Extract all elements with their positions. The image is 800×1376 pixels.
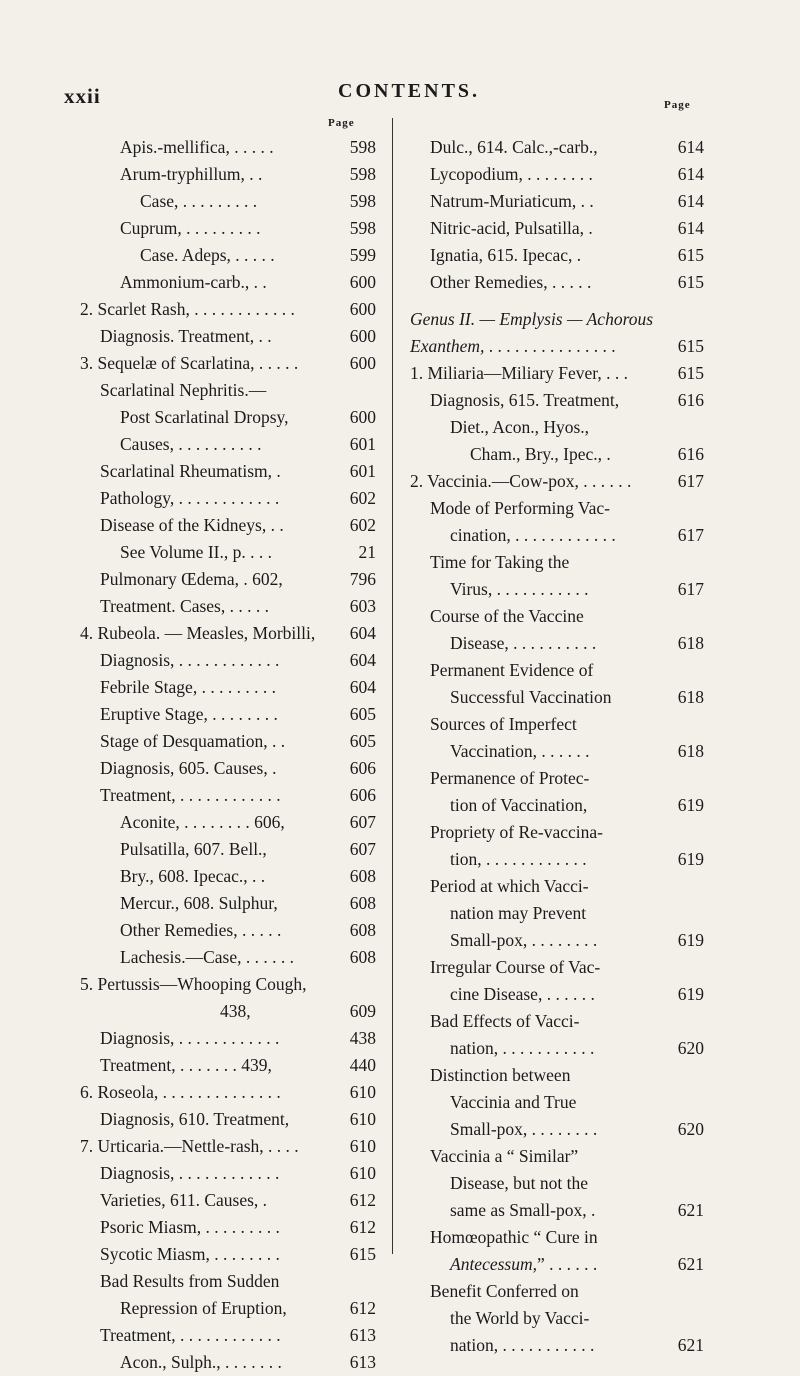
toc-entry	[410, 522, 704, 549]
toc-entry-title: cine Disease, . . . . . .	[450, 984, 595, 1004]
toc-entry-page: 606	[349, 758, 376, 778]
toc-entry-title: Vaccinia a “ Similar”	[430, 1146, 579, 1166]
toc-entry-page: 609	[349, 1001, 376, 1021]
toc-entry-page: 621	[677, 1200, 704, 1220]
toc-entry-title: Sycotic Miasm, . . . . . . . .	[100, 1244, 280, 1264]
toc-entry-page: 619	[677, 984, 704, 1004]
toc-entry	[80, 431, 376, 458]
toc-entry-title: Lycopodium, . . . . . . . .	[430, 164, 593, 184]
toc-entry-page: 600	[349, 299, 376, 319]
toc-entry	[80, 269, 376, 296]
toc-entry	[80, 1052, 376, 1079]
toc-entry-title: 6. Roseola, . . . . . . . . . . . . . .	[80, 1082, 281, 1102]
toc-entry-page: 615	[677, 336, 704, 356]
toc-entry	[410, 738, 704, 765]
toc-entry-page: 440	[349, 1055, 376, 1075]
toc-entry	[80, 809, 376, 836]
toc-entry	[410, 792, 704, 819]
toc-entry-title: Treatment, . . . . . . . . . . . .	[100, 1325, 281, 1345]
toc-entry	[410, 134, 704, 161]
toc-entry-title: Vaccinia and True	[450, 1092, 577, 1112]
toc-entry	[410, 1170, 704, 1197]
toc-entry-title: Eruptive Stage, . . . . . . . .	[100, 704, 278, 724]
toc-entry	[410, 1197, 704, 1224]
page-column-label-right: Page	[664, 99, 691, 111]
toc-entry-title: Bad Results from Sudden	[100, 1271, 280, 1291]
toc-entry-page: 615	[349, 1244, 376, 1264]
toc-entry-title: Bry., 608. Ipecac., . .	[120, 866, 266, 886]
toc-entry	[410, 900, 704, 927]
toc-entry	[80, 1322, 376, 1349]
toc-entry	[80, 1295, 376, 1322]
toc-entry	[410, 1035, 704, 1062]
toc-entry-page: 607	[349, 812, 376, 832]
toc-entry-title: cination, . . . . . . . . . . . .	[450, 525, 616, 545]
toc-entry-title: Diagnosis, . . . . . . . . . . . .	[100, 650, 280, 670]
toc-entry-title: tion, . . . . . . . . . . . .	[450, 849, 587, 869]
toc-entry	[410, 657, 704, 684]
toc-entry-page: 614	[677, 218, 704, 238]
toc-entry-title: Diagnosis, 615. Treatment,	[430, 390, 620, 410]
toc-entry-title: 5. Pertussis—Whooping Cough,	[80, 974, 307, 994]
toc-entry	[410, 1008, 704, 1035]
toc-entry-title: Dulc., 614. Calc.,-carb.,	[430, 137, 598, 157]
toc-entry-page: 601	[349, 461, 376, 481]
toc-entry	[410, 1143, 704, 1170]
toc-entry-page: 614	[677, 137, 704, 157]
toc-entry-title: Propriety of Re-vaccina-	[430, 822, 603, 842]
toc-entry-page: 796	[349, 569, 376, 589]
toc-entry-title: Lachesis.—Case, . . . . . .	[120, 947, 294, 967]
toc-entry-page: 612	[349, 1217, 376, 1237]
toc-entry-page: 607	[349, 839, 376, 859]
toc-entry	[410, 576, 704, 603]
toc-entry-title: Scarlatinal Nephritis.—	[100, 380, 267, 400]
toc-entry	[80, 674, 376, 701]
toc-entry-title: 1. Miliaria—Miliary Fever, . . .	[410, 363, 629, 383]
toc-entry	[80, 1187, 376, 1214]
toc-entry	[410, 1305, 704, 1332]
toc-entry-page: 21	[358, 542, 376, 562]
toc-entry	[80, 701, 376, 728]
toc-entry	[80, 728, 376, 755]
toc-entry	[410, 269, 704, 296]
toc-entry	[80, 377, 376, 404]
toc-entry	[80, 404, 376, 431]
toc-entry	[80, 620, 376, 647]
toc-entry	[410, 765, 704, 792]
toc-entry	[80, 566, 376, 593]
toc-entry-title: Stage of Desquamation, . .	[100, 731, 286, 751]
toc-entry	[80, 485, 376, 512]
toc-entry-title: 3. Sequelæ of Scarlatina, . . . . .	[80, 353, 299, 373]
toc-entry-title: Cham., Bry., Ipec., .	[470, 444, 611, 464]
toc-entry-title: Course of the Vaccine	[430, 606, 584, 626]
toc-entry-page: 604	[349, 677, 376, 697]
toc-entry-title: Causes, . . . . . . . . . .	[120, 434, 262, 454]
toc-entry	[410, 387, 704, 414]
toc-entry-page: 618	[677, 741, 704, 761]
toc-entry	[80, 971, 376, 998]
toc-entry	[410, 468, 704, 495]
toc-entry-title: 4. Rubeola. — Measles, Morbilli,	[80, 623, 316, 643]
toc-entry-title: nation, . . . . . . . . . . .	[450, 1038, 595, 1058]
toc-entry	[80, 1025, 376, 1052]
toc-entry-title: Psoric Miasm, . . . . . . . . .	[100, 1217, 280, 1237]
toc-entry-page: 617	[677, 471, 704, 491]
toc-entry-title: Apis.-mellifica, . . . . .	[120, 137, 274, 157]
toc-entry	[410, 711, 704, 738]
toc-entry-title: Successful Vaccination	[450, 687, 612, 707]
toc-entry	[80, 188, 376, 215]
toc-entry	[80, 1160, 376, 1187]
toc-entry	[410, 603, 704, 630]
toc-entry-title: Diagnosis, 610. Treatment,	[100, 1109, 290, 1129]
toc-entry-page: 614	[677, 164, 704, 184]
toc-entry	[80, 647, 376, 674]
toc-entry	[410, 927, 704, 954]
toc-entry-page: 605	[349, 704, 376, 724]
toc-entry	[410, 1332, 704, 1359]
toc-entry-title: Diagnosis. Treatment, . .	[100, 326, 272, 346]
toc-entry-page: 615	[677, 363, 704, 383]
toc-entry-title: Homœopathic “ Cure in	[430, 1227, 598, 1247]
toc-entry	[80, 1214, 376, 1241]
toc-entry-page: 598	[349, 218, 376, 238]
toc-entry-page: 610	[349, 1109, 376, 1129]
toc-entry	[410, 549, 704, 576]
toc-entry	[80, 836, 376, 863]
toc-entry	[410, 1116, 704, 1143]
toc-entry	[80, 755, 376, 782]
toc-entry	[80, 1106, 376, 1133]
toc-entry-page: 612	[349, 1190, 376, 1210]
toc-entry-page: 600	[349, 353, 376, 373]
toc-entry	[410, 684, 704, 711]
toc-entry	[80, 998, 376, 1025]
toc-entry-title: Diet., Acon., Hyos.,	[450, 417, 590, 437]
toc-entry-page: 602	[349, 488, 376, 508]
toc-entry-title: Repression of Eruption,	[120, 1298, 287, 1318]
toc-entry-page: 438	[349, 1028, 376, 1048]
toc-entry-page: 608	[349, 920, 376, 940]
toc-entry-title: nation may Prevent	[450, 903, 587, 923]
toc-entry	[80, 161, 376, 188]
toc-entry	[410, 846, 704, 873]
toc-entry-page: 620	[677, 1119, 704, 1139]
toc-entry	[80, 539, 376, 566]
toc-entry-title: tion of Vaccination,	[450, 795, 588, 815]
toc-left-column	[80, 134, 376, 1376]
toc-entry	[80, 296, 376, 323]
toc-entry	[410, 819, 704, 846]
toc-entry-title: Pathology, . . . . . . . . . . . .	[100, 488, 280, 508]
toc-entry-title: Ignatia, 615. Ipecac, .	[430, 245, 582, 265]
toc-entry-page: 608	[349, 947, 376, 967]
toc-entry-title: Time for Taking the	[430, 552, 570, 572]
toc-entry	[410, 873, 704, 900]
toc-entry-title: Diagnosis, 605. Causes, .	[100, 758, 277, 778]
toc-entry-page: 617	[677, 525, 704, 545]
toc-entry-page: 599	[349, 245, 376, 265]
column-divider	[392, 118, 393, 1254]
toc-entry-page: 606	[349, 785, 376, 805]
toc-entry-title: Ammonium-carb., . .	[120, 272, 267, 292]
toc-entry-title: Natrum-Muriaticum, . .	[430, 191, 594, 211]
toc-entry-title: Nitric-acid, Pulsatilla, .	[430, 218, 593, 238]
toc-entry-page: 616	[677, 390, 704, 410]
toc-entry-title: Small-pox, . . . . . . . .	[450, 930, 598, 950]
toc-entry-title: Arum-tryphillum, . .	[120, 164, 263, 184]
toc-entry-page: 598	[349, 164, 376, 184]
toc-entry-page: 610	[349, 1136, 376, 1156]
toc-entry-page: 600	[349, 272, 376, 292]
toc-entry-title: Sources of Imperfect	[430, 714, 577, 734]
toc-entry	[80, 215, 376, 242]
toc-entry-title: Bad Effects of Vacci-	[430, 1011, 580, 1031]
toc-entry-title: nation, . . . . . . . . . . .	[450, 1335, 595, 1355]
toc-entry-title: Vaccination, . . . . . .	[450, 741, 590, 761]
toc-entry	[410, 161, 704, 188]
toc-entry-page: 616	[677, 444, 704, 464]
toc-entry-title: Pulsatilla, 607. Bell.,	[120, 839, 267, 859]
toc-entry	[410, 1278, 704, 1305]
toc-entry	[410, 1062, 704, 1089]
toc-entry-page: 610	[349, 1082, 376, 1102]
toc-entry	[80, 593, 376, 620]
toc-entry-page: 619	[677, 930, 704, 950]
toc-entry	[410, 1089, 704, 1116]
toc-entry-page: 617	[677, 579, 704, 599]
toc-entry-title: Permanent Evidence of	[430, 660, 594, 680]
toc-entry-title: Mode of Performing Vac-	[430, 498, 610, 518]
toc-entry-title: Aconite, . . . . . . . . 606,	[120, 812, 285, 832]
toc-entry	[80, 1079, 376, 1106]
toc-entry	[410, 495, 704, 522]
toc-entry-title: Disease, . . . . . . . . . .	[450, 633, 597, 653]
toc-entry-title: Case, . . . . . . . . .	[140, 191, 258, 211]
toc-entry	[410, 333, 704, 360]
toc-entry	[410, 954, 704, 981]
toc-entry-page: 619	[677, 849, 704, 869]
toc-entry	[80, 944, 376, 971]
toc-entry	[410, 441, 704, 468]
toc-entry-page: 614	[677, 191, 704, 211]
toc-entry-title: the World by Vacci-	[450, 1308, 590, 1328]
toc-entry-title: Disease of the Kidneys, . .	[100, 515, 284, 535]
toc-entry-title: same as Small-pox, .	[450, 1200, 596, 1220]
toc-entry	[80, 1241, 376, 1268]
toc-entry-page: 603	[349, 596, 376, 616]
toc-entry-title: Treatment, . . . . . . . 439,	[100, 1055, 272, 1075]
toc-entry	[410, 215, 704, 242]
toc-entry-title: Pulmonary Œdema, . 602,	[100, 569, 283, 589]
toc-entry-title: Irregular Course of Vac-	[430, 957, 601, 977]
toc-entry-title: Distinction between	[430, 1065, 571, 1085]
toc-entry	[80, 350, 376, 377]
toc-entry-title: Exanthem, . . . . . . . . . . . . . . .	[410, 336, 616, 356]
toc-entry-title: Treatment. Cases, . . . . .	[100, 596, 269, 616]
toc-entry-title: See Volume II., p. . . .	[120, 542, 272, 562]
toc-entry	[410, 1224, 704, 1251]
toc-entry	[80, 134, 376, 161]
toc-entry-title: Diagnosis, . . . . . . . . . . . .	[100, 1028, 280, 1048]
toc-entry	[410, 630, 704, 657]
running-head: CONTENTS.	[338, 80, 481, 102]
toc-entry-page: 608	[349, 893, 376, 913]
page-column-label-left: Page	[328, 117, 355, 129]
toc-entry-title: 438,	[220, 1001, 251, 1021]
toc-entry-page: 618	[677, 687, 704, 707]
toc-entry-page: 598	[349, 191, 376, 211]
toc-entry-title: Other Remedies, . . . . .	[120, 920, 282, 940]
toc-entry	[80, 512, 376, 539]
toc-entry-page: 600	[349, 326, 376, 346]
toc-entry-title: Permanence of Protec-	[430, 768, 590, 788]
toc-entry-title: Cuprum, . . . . . . . . .	[120, 218, 261, 238]
toc-entry-title: Acon., Sulph., . . . . . . .	[120, 1352, 282, 1372]
toc-entry-page: 612	[349, 1298, 376, 1318]
toc-entry	[80, 782, 376, 809]
toc-entry-title: Mercur., 608. Sulphur,	[120, 893, 278, 913]
toc-entry-page: 605	[349, 731, 376, 751]
toc-entry-title: Small-pox, . . . . . . . .	[450, 1119, 598, 1139]
toc-entry-title: Case. Adeps, . . . . .	[140, 245, 275, 265]
toc-entry	[410, 306, 704, 333]
toc-entry-title: 2. Vaccinia.—Cow-pox, . . . . . .	[410, 471, 632, 491]
toc-entry	[410, 981, 704, 1008]
toc-entry-page: 615	[677, 272, 704, 292]
toc-entry-title: Treatment, . . . . . . . . . . . .	[100, 785, 281, 805]
toc-entry	[80, 323, 376, 350]
toc-entry-title: Febrile Stage, . . . . . . . . .	[100, 677, 276, 697]
toc-entry-page: 618	[677, 633, 704, 653]
toc-entry-title: Disease, but not the	[450, 1173, 589, 1193]
toc-entry-page: 613	[349, 1325, 376, 1345]
page-number: xxii	[64, 84, 101, 108]
toc-entry-page: 600	[349, 407, 376, 427]
toc-entry-page: 621	[677, 1254, 704, 1274]
toc-entry-page: 620	[677, 1038, 704, 1058]
toc-entry-title: Virus, . . . . . . . . . . .	[450, 579, 589, 599]
toc-entry	[410, 360, 704, 387]
toc-entry-page: 604	[349, 650, 376, 670]
toc-entry-title: Diagnosis, . . . . . . . . . . . .	[100, 1163, 280, 1183]
toc-entry	[80, 1349, 376, 1376]
toc-entry-title: Antecessum,” . . . . . .	[450, 1254, 598, 1274]
toc-entry	[410, 242, 704, 269]
toc-entry-page: 598	[349, 137, 376, 157]
toc-entry	[80, 458, 376, 485]
toc-entry	[410, 188, 704, 215]
toc-spacer	[410, 296, 704, 306]
toc-entry-page: 604	[349, 623, 376, 643]
toc-entry-page: 613	[349, 1352, 376, 1372]
toc-entry-page: 619	[677, 795, 704, 815]
toc-entry	[80, 917, 376, 944]
toc-entry-title: 2. Scarlet Rash, . . . . . . . . . . . .	[80, 299, 295, 319]
toc-entry	[410, 1251, 704, 1278]
toc-entry-page: 601	[349, 434, 376, 454]
toc-entry	[80, 1133, 376, 1160]
toc-entry-page: 608	[349, 866, 376, 886]
toc-entry	[80, 1268, 376, 1295]
toc-entry	[80, 863, 376, 890]
toc-entry	[80, 890, 376, 917]
toc-entry	[80, 242, 376, 269]
toc-entry-title: Genus II. — Emplysis — Achorous	[410, 309, 654, 329]
toc-entry-title: Period at which Vacci-	[430, 876, 589, 896]
toc-entry-title: Post Scarlatinal Dropsy,	[120, 407, 289, 427]
toc-entry-title: Varieties, 611. Causes, .	[100, 1190, 268, 1210]
toc-entry	[410, 414, 704, 441]
toc-entry-title: Benefit Conferred on	[430, 1281, 579, 1301]
toc-entry-title: Scarlatinal Rheumatism, .	[100, 461, 281, 481]
toc-entry-page: 602	[349, 515, 376, 535]
toc-entry-page: 610	[349, 1163, 376, 1183]
toc-entry-title: 7. Urticaria.—Nettle-rash, . . . .	[80, 1136, 299, 1156]
toc-entry-title: Other Remedies, . . . . .	[430, 272, 592, 292]
toc-entry-page: 615	[677, 245, 704, 265]
toc-right-column	[410, 134, 704, 1359]
toc-entry-page: 621	[677, 1335, 704, 1355]
